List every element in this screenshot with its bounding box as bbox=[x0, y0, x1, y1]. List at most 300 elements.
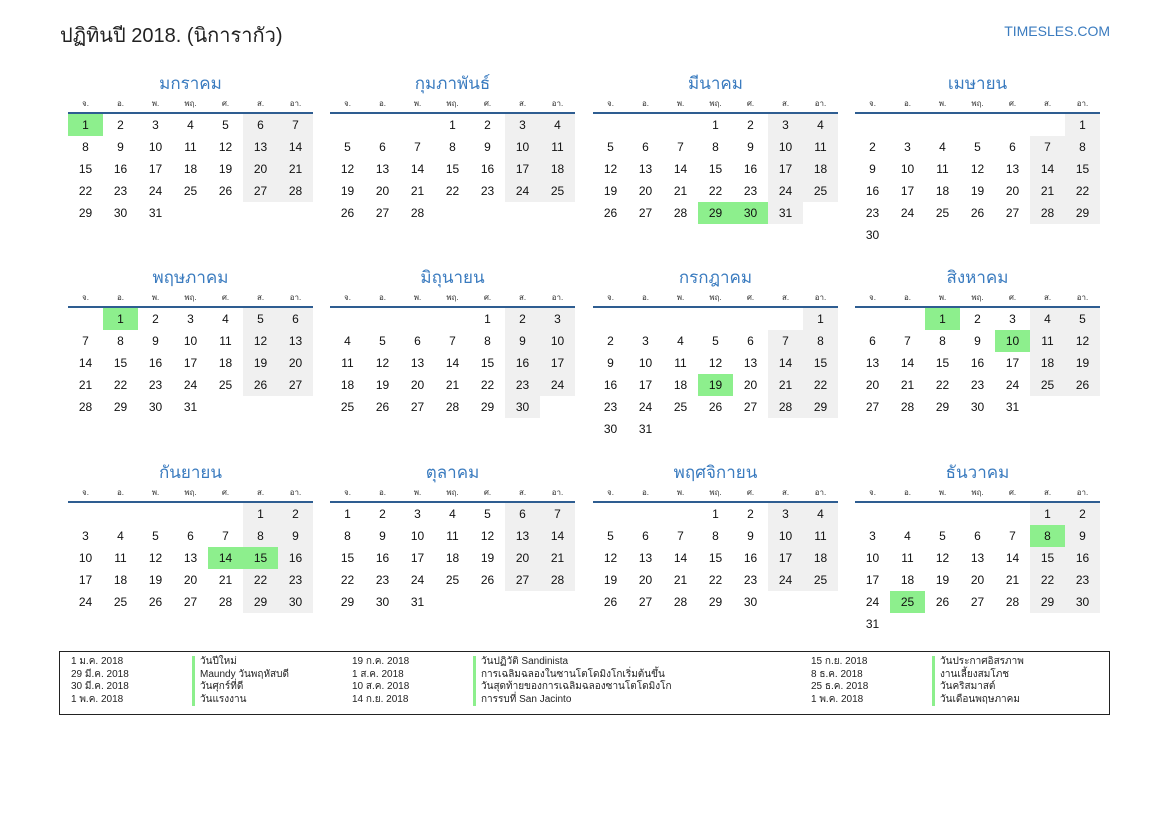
weekday-label: อ. bbox=[378, 99, 387, 108]
day-cell: 9 bbox=[974, 334, 981, 348]
week-row bbox=[855, 114, 1100, 136]
empty-cell bbox=[733, 308, 768, 330]
day-cell: 28 bbox=[540, 569, 575, 591]
day-cell: 24 bbox=[505, 180, 540, 202]
day-cell: 23 bbox=[743, 184, 758, 198]
day-cell: 18 bbox=[935, 184, 950, 198]
day-cell: 27 bbox=[375, 206, 390, 220]
week-row bbox=[855, 374, 1100, 396]
day-cell: 8 bbox=[939, 334, 946, 348]
day-cell: 29 bbox=[340, 595, 355, 609]
day-cell: 13 bbox=[638, 551, 653, 565]
day-cell: 4 bbox=[344, 334, 351, 348]
day-cell: 16 bbox=[375, 551, 390, 565]
day-cell: 2 bbox=[974, 312, 981, 326]
day-cell: 22 bbox=[1065, 180, 1100, 202]
day-cell: 27 bbox=[278, 374, 313, 396]
day-cell: 14 bbox=[768, 352, 803, 374]
day-cell: 25 bbox=[340, 400, 355, 414]
empty-cell bbox=[768, 591, 803, 613]
empty-cell bbox=[995, 503, 1030, 525]
weekday-label: พฤ. bbox=[184, 488, 197, 497]
week-row bbox=[593, 418, 838, 440]
empty-cell bbox=[400, 308, 435, 330]
day-cell: 13 bbox=[865, 356, 880, 370]
day-cell: 31 bbox=[638, 422, 653, 436]
weekday-label: ศ. bbox=[746, 488, 755, 497]
day-cell: 9 bbox=[152, 334, 159, 348]
day-cell: 5 bbox=[379, 334, 386, 348]
empty-cell bbox=[890, 308, 925, 330]
weekday-label: อ. bbox=[641, 488, 650, 497]
day-cell: 21 bbox=[410, 184, 425, 198]
day-cell: 11 bbox=[803, 136, 838, 158]
holiday-column bbox=[71, 656, 289, 706]
day-cell: 9 bbox=[379, 529, 386, 543]
day-cell: 31 bbox=[183, 400, 198, 414]
week-row bbox=[68, 547, 313, 569]
day-cell: 17 bbox=[900, 184, 915, 198]
day-cell: 26 bbox=[148, 595, 163, 609]
day-cell: 26 bbox=[480, 573, 495, 587]
holiday-date: 15 ก.ย. 2018 bbox=[811, 656, 868, 667]
day-cell: 30 bbox=[733, 202, 768, 224]
day-cell: 18 bbox=[218, 356, 233, 370]
empty-cell bbox=[138, 503, 173, 525]
weekday-label: จ. bbox=[344, 488, 351, 497]
day-cell: 23 bbox=[865, 206, 880, 220]
month-calendar bbox=[593, 72, 838, 224]
day-cell: 22 bbox=[708, 184, 723, 198]
day-cell: 17 bbox=[183, 356, 198, 370]
weekday-label: อ. bbox=[378, 293, 387, 302]
empty-cell bbox=[960, 503, 995, 525]
day-cell: 25 bbox=[1030, 374, 1065, 396]
weekday-label: ศ. bbox=[1008, 293, 1017, 302]
day-cell: 21 bbox=[768, 374, 803, 396]
weekday-label: พฤ. bbox=[446, 488, 459, 497]
day-cell: 27 bbox=[970, 595, 985, 609]
day-cell: 26 bbox=[935, 595, 950, 609]
day-cell: 31 bbox=[865, 617, 880, 631]
month-calendar bbox=[593, 266, 838, 440]
day-cell: 30 bbox=[970, 400, 985, 414]
day-cell: 5 bbox=[222, 118, 229, 132]
day-cell: 3 bbox=[152, 118, 159, 132]
day-cell: 1 bbox=[803, 308, 838, 330]
week-row bbox=[855, 352, 1100, 374]
weekday-label: ศ. bbox=[746, 99, 755, 108]
week-row bbox=[68, 591, 313, 613]
day-cell: 6 bbox=[747, 334, 754, 348]
empty-cell bbox=[540, 396, 575, 418]
empty-cell bbox=[330, 308, 365, 330]
weekday-label: พ. bbox=[938, 99, 947, 108]
day-cell: 11 bbox=[540, 136, 575, 158]
holiday-entry bbox=[352, 656, 672, 669]
day-cell: 29 bbox=[803, 396, 838, 418]
day-cell: 14 bbox=[78, 356, 93, 370]
empty-cell bbox=[960, 224, 995, 246]
day-cell: 8 bbox=[712, 140, 719, 154]
weekday-label: พฤ. bbox=[184, 99, 197, 108]
holiday-name: วันปีใหม่ bbox=[192, 656, 237, 669]
weekday-label: พฤ. bbox=[709, 99, 722, 108]
day-cell: 1 bbox=[344, 507, 351, 521]
weekday-label: จ. bbox=[869, 293, 876, 302]
day-cell: 3 bbox=[505, 114, 540, 136]
month-name: สิงหาคม bbox=[946, 268, 1009, 287]
empty-cell bbox=[995, 114, 1030, 136]
week-row bbox=[593, 374, 838, 396]
day-cell: 21 bbox=[900, 378, 915, 392]
day-cell: 15 bbox=[340, 551, 355, 565]
day-cell: 21 bbox=[78, 378, 93, 392]
weekday-label: อา. bbox=[551, 99, 564, 108]
day-cell: 28 bbox=[278, 180, 313, 202]
day-cell: 19 bbox=[935, 573, 950, 587]
month-calendar bbox=[593, 461, 838, 613]
week-row bbox=[593, 202, 838, 224]
day-cell: 1 bbox=[449, 118, 456, 132]
holiday-name: วันประกาศอิสรภาพ bbox=[932, 656, 1024, 669]
day-cell: 25 bbox=[890, 591, 925, 613]
weekday-label: จ. bbox=[869, 99, 876, 108]
day-cell: 9 bbox=[117, 140, 124, 154]
day-cell: 14 bbox=[673, 551, 688, 565]
day-cell: 17 bbox=[410, 551, 425, 565]
day-cell: 5 bbox=[152, 529, 159, 543]
day-cell: 3 bbox=[768, 503, 803, 525]
empty-cell bbox=[208, 396, 243, 418]
day-cell: 20 bbox=[410, 378, 425, 392]
weekday-label: พฤ. bbox=[709, 293, 722, 302]
week-row bbox=[68, 374, 313, 396]
day-cell: 26 bbox=[970, 206, 985, 220]
day-cell: 20 bbox=[743, 378, 758, 392]
day-cell: 31 bbox=[410, 595, 425, 609]
day-cell: 12 bbox=[1065, 330, 1100, 352]
day-cell: 29 bbox=[113, 400, 128, 414]
day-cell: 2 bbox=[379, 507, 386, 521]
day-cell: 2 bbox=[152, 312, 159, 326]
weekday-label: ส. bbox=[1043, 99, 1052, 108]
weekday-header bbox=[68, 485, 313, 503]
month-calendar bbox=[855, 461, 1100, 635]
month-name: เมษายน bbox=[947, 74, 1008, 93]
day-cell: 8 bbox=[1065, 136, 1100, 158]
empty-cell bbox=[330, 114, 365, 136]
day-cell: 8 bbox=[1030, 525, 1065, 547]
day-cell: 25 bbox=[935, 206, 950, 220]
week-row bbox=[855, 202, 1100, 224]
day-cell: 3 bbox=[642, 334, 649, 348]
day-cell: 29 bbox=[243, 591, 278, 613]
day-cell: 9 bbox=[869, 162, 876, 176]
week-row bbox=[855, 330, 1100, 352]
day-cell: 23 bbox=[148, 378, 163, 392]
holiday-name: วันสุดท้ายของการเฉลิมฉลองซานโตโดมิงโก bbox=[473, 681, 672, 694]
day-cell: 17 bbox=[148, 162, 163, 176]
day-cell: 2 bbox=[747, 118, 754, 132]
day-cell: 23 bbox=[603, 400, 618, 414]
day-cell: 29 bbox=[1030, 591, 1065, 613]
day-cell: 29 bbox=[698, 202, 733, 224]
weekday-label: พ. bbox=[413, 99, 422, 108]
weekday-label: ศ. bbox=[1008, 99, 1017, 108]
weekday-label: ศ. bbox=[221, 99, 230, 108]
day-cell: 24 bbox=[865, 595, 880, 609]
day-cell: 30 bbox=[148, 400, 163, 414]
day-cell: 8 bbox=[243, 525, 278, 547]
weekday-label: พฤ. bbox=[446, 99, 459, 108]
empty-cell bbox=[435, 591, 470, 613]
day-cell: 13 bbox=[243, 136, 278, 158]
holiday-list bbox=[59, 651, 1110, 715]
weekday-header bbox=[593, 485, 838, 503]
week-row bbox=[68, 158, 313, 180]
weekday-label: พ. bbox=[676, 293, 685, 302]
day-cell: 17 bbox=[540, 352, 575, 374]
empty-cell bbox=[540, 202, 575, 224]
day-cell: 12 bbox=[603, 551, 618, 565]
weekday-label: อา. bbox=[289, 99, 302, 108]
day-cell: 10 bbox=[865, 551, 880, 565]
weekday-label: ส. bbox=[518, 99, 527, 108]
day-cell: 22 bbox=[803, 374, 838, 396]
week-row bbox=[330, 158, 575, 180]
day-cell: 15 bbox=[480, 356, 495, 370]
day-cell: 22 bbox=[78, 184, 93, 198]
empty-cell bbox=[995, 224, 1030, 246]
month-calendar bbox=[330, 72, 575, 224]
day-cell: 3 bbox=[869, 529, 876, 543]
weekday-label: จ. bbox=[344, 293, 351, 302]
day-cell: 7 bbox=[1030, 136, 1065, 158]
week-row bbox=[593, 591, 838, 613]
holiday-date: 8 ธ.ค. 2018 bbox=[811, 668, 863, 680]
day-cell: 16 bbox=[865, 184, 880, 198]
day-cell: 20 bbox=[638, 573, 653, 587]
day-cell: 12 bbox=[480, 529, 495, 543]
day-cell: 17 bbox=[768, 547, 803, 569]
day-cell: 12 bbox=[243, 330, 278, 352]
day-cell: 12 bbox=[708, 356, 723, 370]
day-cell: 15 bbox=[113, 356, 128, 370]
month-name: มิถุนายน bbox=[420, 268, 485, 287]
day-cell: 29 bbox=[708, 595, 723, 609]
weekday-label: พ. bbox=[413, 488, 422, 497]
week-row bbox=[855, 308, 1100, 330]
day-cell: 16 bbox=[743, 551, 758, 565]
day-cell: 14 bbox=[900, 356, 915, 370]
day-cell: 19 bbox=[218, 162, 233, 176]
day-cell: 27 bbox=[410, 400, 425, 414]
weekday-label: พ. bbox=[151, 99, 160, 108]
day-cell: 25 bbox=[113, 595, 128, 609]
month-name: กรกฎาคม bbox=[678, 268, 753, 287]
day-cell: 25 bbox=[445, 573, 460, 587]
holiday-name: วันคริสมาสต์ bbox=[932, 681, 995, 694]
holiday-entry bbox=[811, 656, 1024, 669]
day-cell: 22 bbox=[445, 184, 460, 198]
week-row bbox=[68, 180, 313, 202]
weekday-label: อา. bbox=[1076, 99, 1089, 108]
empty-cell bbox=[103, 503, 138, 525]
weekday-label: พฤ. bbox=[184, 293, 197, 302]
weekday-label: จ. bbox=[607, 99, 614, 108]
week-row bbox=[68, 503, 313, 525]
weekday-label: พ. bbox=[151, 293, 160, 302]
day-cell: 3 bbox=[414, 507, 421, 521]
day-cell: 21 bbox=[540, 547, 575, 569]
empty-cell bbox=[68, 503, 103, 525]
day-cell: 24 bbox=[900, 206, 915, 220]
weekday-label: อ. bbox=[903, 293, 912, 302]
day-cell: 5 bbox=[712, 334, 719, 348]
day-cell: 3 bbox=[1009, 312, 1016, 326]
day-cell: 28 bbox=[768, 396, 803, 418]
weekday-label: อา. bbox=[814, 99, 827, 108]
day-cell: 27 bbox=[743, 400, 758, 414]
day-cell: 12 bbox=[935, 551, 950, 565]
day-cell: 19 bbox=[480, 551, 495, 565]
weekday-label: จ. bbox=[82, 99, 89, 108]
week-row bbox=[593, 308, 838, 330]
month-calendar bbox=[68, 461, 313, 613]
day-cell: 5 bbox=[939, 529, 946, 543]
holiday-date: 1 ส.ค. 2018 bbox=[352, 668, 404, 680]
weekday-label: อ. bbox=[378, 488, 387, 497]
weekday-label: พ. bbox=[938, 293, 947, 302]
day-cell: 7 bbox=[278, 114, 313, 136]
week-row bbox=[855, 613, 1100, 635]
day-cell: 12 bbox=[218, 140, 233, 154]
weekday-header bbox=[68, 96, 313, 114]
day-cell: 12 bbox=[375, 356, 390, 370]
day-cell: 26 bbox=[603, 206, 618, 220]
day-cell: 4 bbox=[449, 507, 456, 521]
weekday-label: พฤ. bbox=[971, 488, 984, 497]
day-cell: 18 bbox=[445, 551, 460, 565]
weekday-label: อา. bbox=[1076, 293, 1089, 302]
empty-cell bbox=[1030, 224, 1065, 246]
day-cell: 2 bbox=[607, 334, 614, 348]
month-name: กันยายน bbox=[158, 463, 222, 482]
day-cell: 11 bbox=[936, 162, 949, 176]
week-row bbox=[330, 569, 575, 591]
day-cell: 26 bbox=[340, 206, 355, 220]
day-cell: 16 bbox=[480, 162, 495, 176]
empty-cell bbox=[628, 308, 663, 330]
week-row bbox=[330, 525, 575, 547]
empty-cell bbox=[855, 308, 890, 330]
day-cell: 31 bbox=[768, 202, 803, 224]
empty-cell bbox=[890, 613, 925, 635]
day-cell: 27 bbox=[865, 400, 880, 414]
day-cell: 3 bbox=[540, 308, 575, 330]
day-cell: 28 bbox=[673, 206, 688, 220]
weekday-label: ศ. bbox=[483, 488, 492, 497]
day-cell: 11 bbox=[803, 525, 838, 547]
day-cell: 23 bbox=[970, 378, 985, 392]
week-row bbox=[68, 136, 313, 158]
day-cell: 11 bbox=[184, 140, 197, 154]
day-cell: 30 bbox=[603, 422, 618, 436]
day-cell: 13 bbox=[743, 356, 758, 370]
empty-cell bbox=[173, 503, 208, 525]
day-cell: 28 bbox=[1030, 202, 1065, 224]
day-cell: 1 bbox=[712, 118, 719, 132]
day-cell: 7 bbox=[1009, 529, 1016, 543]
day-cell: 28 bbox=[673, 595, 688, 609]
day-cell: 26 bbox=[243, 374, 278, 396]
weekday-label: อา. bbox=[551, 488, 564, 497]
empty-cell bbox=[1065, 224, 1100, 246]
empty-cell bbox=[1030, 396, 1065, 418]
weekday-label: ศ. bbox=[221, 488, 230, 497]
day-cell: 3 bbox=[904, 140, 911, 154]
month-calendar bbox=[68, 266, 313, 418]
weekday-label: พ. bbox=[151, 488, 160, 497]
week-row bbox=[593, 503, 838, 525]
day-cell: 25 bbox=[540, 180, 575, 202]
day-cell: 13 bbox=[1005, 162, 1020, 176]
weekday-label: ส. bbox=[256, 488, 265, 497]
day-cell: 17 bbox=[1005, 356, 1020, 370]
weekday-label: อ. bbox=[116, 99, 125, 108]
weekday-header bbox=[855, 290, 1100, 308]
site-brand-link[interactable]: TIMESLES.COM bbox=[1004, 23, 1110, 39]
weekday-label: อา. bbox=[551, 293, 564, 302]
day-cell: 18 bbox=[113, 573, 128, 587]
day-cell: 11 bbox=[219, 334, 232, 348]
week-row bbox=[855, 503, 1100, 525]
week-row bbox=[68, 569, 313, 591]
day-cell: 11 bbox=[341, 356, 354, 370]
day-cell: 14 bbox=[410, 162, 425, 176]
weekday-header bbox=[68, 290, 313, 308]
day-cell: 10 bbox=[410, 529, 425, 543]
day-cell: 19 bbox=[603, 184, 618, 198]
weekday-label: พ. bbox=[676, 488, 685, 497]
weekday-label: อา. bbox=[289, 293, 302, 302]
day-cell: 15 bbox=[1030, 547, 1065, 569]
day-cell: 22 bbox=[708, 573, 723, 587]
day-cell: 22 bbox=[113, 378, 128, 392]
week-row bbox=[855, 547, 1100, 569]
day-cell: 12 bbox=[148, 551, 163, 565]
weekday-header bbox=[330, 290, 575, 308]
day-cell: 13 bbox=[638, 162, 653, 176]
week-row bbox=[330, 180, 575, 202]
weekday-label: ส. bbox=[781, 99, 790, 108]
month-name: ตุลาคม bbox=[425, 463, 480, 482]
holiday-entry bbox=[811, 681, 1024, 694]
day-cell: 29 bbox=[1065, 202, 1100, 224]
month-calendar bbox=[68, 72, 313, 224]
weekday-label: พฤ. bbox=[709, 488, 722, 497]
week-row bbox=[855, 525, 1100, 547]
weekday-label: อ. bbox=[116, 293, 125, 302]
week-row bbox=[68, 308, 313, 330]
week-row bbox=[593, 352, 838, 374]
empty-cell bbox=[698, 418, 733, 440]
day-cell: 19 bbox=[1065, 352, 1100, 374]
day-cell: 15 bbox=[78, 162, 93, 176]
day-cell: 10 bbox=[768, 136, 803, 158]
empty-cell bbox=[1030, 114, 1065, 136]
